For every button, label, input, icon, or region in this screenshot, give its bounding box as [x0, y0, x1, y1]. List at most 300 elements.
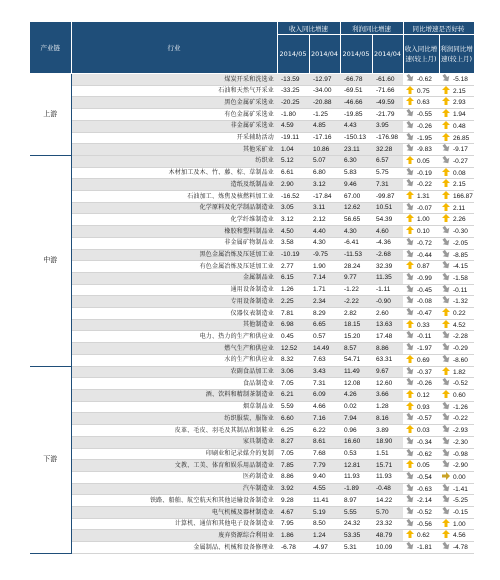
revenue-change-value: -2.14 [417, 497, 432, 505]
profit-growth-may: -1.22 [340, 284, 372, 296]
revenue-trend-down-icon [406, 238, 414, 246]
profit-growth-may: 9.46 [340, 179, 372, 191]
profit-trend-down-icon [442, 460, 450, 468]
profit-change-value: 1.82 [453, 368, 466, 376]
revenue-change-value: -1.97 [417, 345, 432, 353]
profit-change-cell [439, 144, 474, 156]
revenue-growth-apr: 9.40 [309, 471, 340, 483]
revenue-change-value: 0.62 [417, 532, 430, 540]
profit-growth-apr: 5.70 [372, 507, 403, 519]
revenue-growth-may: 6.60 [277, 413, 309, 425]
profit-growth-apr: -99.87 [372, 191, 403, 203]
revenue-trend-down-icon [406, 109, 414, 117]
table-row [30, 261, 474, 273]
header-profit-apr: 2014/04 [372, 35, 403, 74]
profit-trend-down-icon [442, 296, 450, 304]
header-industry: 行业 [71, 22, 277, 74]
profit-growth-apr: 11.35 [372, 272, 403, 284]
profit-change-value: 2.26 [453, 216, 466, 224]
industry-name: 开采辅助活动 [71, 132, 277, 144]
segment-label: 下游 [30, 366, 71, 553]
revenue-growth-may: 2.90 [277, 179, 309, 191]
revenue-change-cell [403, 261, 439, 273]
revenue-trend-down-icon [406, 413, 414, 421]
profit-trend-down-icon [442, 285, 450, 293]
profit-change-value: -8.85 [453, 251, 468, 259]
revenue-growth-may: 2.77 [277, 261, 309, 273]
profit-growth-may: 0.53 [340, 448, 372, 460]
profit-growth-apr: 18.90 [372, 436, 403, 448]
table-row [30, 109, 474, 121]
revenue-change-cell [403, 249, 439, 261]
profit-change-cell [439, 179, 474, 191]
profit-change-value: 166.87 [453, 193, 473, 201]
profit-trend-up-icon [442, 86, 450, 94]
revenue-trend-down-icon [406, 133, 414, 141]
revenue-change-value: 0.10 [417, 228, 430, 236]
table-row [30, 413, 474, 425]
profit-trend-up-icon [442, 109, 450, 117]
profit-change-cell [439, 448, 474, 460]
profit-change-cell [439, 226, 474, 238]
profit-change-cell [439, 202, 474, 214]
profit-change-value: -0.27 [453, 157, 468, 165]
profit-change-cell [439, 413, 474, 425]
table-row [30, 191, 474, 203]
profit-change-cell [439, 331, 474, 343]
table-row [30, 226, 474, 238]
profit-change-cell [439, 354, 474, 366]
profit-change-cell [439, 343, 474, 355]
profit-change-cell [439, 507, 474, 519]
profit-growth-apr: 14.22 [372, 495, 403, 507]
table-row [30, 272, 474, 284]
revenue-change-value: -0.72 [417, 239, 432, 247]
profit-growth-may: 9.77 [340, 272, 372, 284]
revenue-change-value: 1.00 [417, 216, 430, 224]
profit-growth-may: 15.20 [340, 331, 372, 343]
segment-label: 上游 [30, 74, 71, 156]
header-improve-profit: 利润同比增速(较上月) [439, 35, 474, 74]
revenue-growth-may: 3.12 [277, 214, 309, 226]
profit-trend-down-icon [442, 250, 450, 258]
profit-growth-apr: -49.59 [372, 97, 403, 109]
profit-change-cell [439, 74, 474, 86]
header-improve-revenue: 收入同比增速(较上月) [403, 35, 439, 74]
revenue-change-cell [403, 132, 439, 144]
profit-growth-may: 28.24 [340, 261, 372, 273]
profit-trend-up-icon [442, 121, 450, 129]
revenue-trend-up-icon [406, 530, 414, 538]
revenue-growth-apr: -12.97 [309, 74, 340, 86]
profit-growth-apr: 13.63 [372, 319, 403, 331]
revenue-trend-up-icon [406, 226, 414, 234]
profit-trend-flat-icon [442, 472, 450, 480]
profit-change-value: 0.00 [453, 473, 466, 481]
profit-change-cell [439, 378, 474, 390]
revenue-trend-down-icon [406, 472, 414, 480]
profit-trend-down-icon [442, 437, 450, 445]
industry-name: 木材加工及木、竹、藤、棕、草制品业 [71, 167, 277, 179]
revenue-trend-up-icon [406, 355, 414, 363]
profit-change-cell [439, 483, 474, 495]
revenue-growth-apr: 11.41 [309, 495, 340, 507]
table-row [30, 179, 474, 191]
revenue-change-cell [403, 436, 439, 448]
revenue-growth-may: 5.59 [277, 401, 309, 413]
profit-change-value: 2.15 [453, 87, 466, 95]
profit-growth-may: 4.43 [340, 120, 372, 132]
profit-change-cell [439, 155, 474, 167]
revenue-growth-may: 8.32 [277, 354, 309, 366]
industry-name: 煤炭开采和洗选业 [71, 74, 277, 86]
profit-change-cell [439, 97, 474, 109]
table-row [30, 483, 474, 495]
profit-change-value: -0.30 [453, 228, 468, 236]
profit-trend-down-icon [442, 449, 450, 457]
revenue-change-value: -0.44 [417, 251, 432, 259]
profit-change-cell [439, 495, 474, 507]
revenue-trend-up-icon [406, 425, 414, 433]
profit-growth-apr: 15.71 [372, 460, 403, 472]
revenue-change-cell [403, 296, 439, 308]
revenue-change-value: -0.07 [417, 204, 432, 212]
revenue-change-cell [403, 366, 439, 378]
revenue-trend-down-icon [406, 331, 414, 339]
revenue-change-value: 0.33 [417, 321, 430, 329]
profit-change-cell [439, 272, 474, 284]
revenue-change-value: 0.75 [417, 87, 430, 95]
profit-trend-down-icon [442, 156, 450, 164]
profit-growth-may: 4.26 [340, 389, 372, 401]
profit-growth-apr: 9.67 [372, 366, 403, 378]
industry-name: 橡胶和塑料制品业 [71, 226, 277, 238]
profit-change-cell [439, 425, 474, 437]
profit-trend-up-icon [442, 168, 450, 176]
industry-name: 专用设备制造业 [71, 296, 277, 308]
revenue-change-cell [403, 191, 439, 203]
revenue-trend-down-icon [406, 378, 414, 386]
revenue-trend-up-icon [406, 97, 414, 105]
revenue-trend-down-icon [406, 542, 414, 550]
revenue-change-cell [403, 97, 439, 109]
profit-trend-down-icon [442, 378, 450, 386]
revenue-change-value: -1.81 [417, 544, 432, 552]
revenue-change-cell [403, 167, 439, 179]
industry-name: 化学原料及化学制品制造业 [71, 202, 277, 214]
profit-growth-may: 11.93 [340, 471, 372, 483]
profit-trend-down-icon [442, 355, 450, 363]
table-row [30, 354, 474, 366]
revenue-change-value: 0.63 [417, 99, 430, 107]
revenue-change-value: -0.57 [417, 415, 432, 423]
revenue-trend-down-icon [406, 250, 414, 258]
profit-change-cell [439, 132, 474, 144]
revenue-growth-may: 6.61 [277, 167, 309, 179]
revenue-trend-up-icon [406, 156, 414, 164]
profit-change-value: -5.25 [453, 497, 468, 505]
profit-growth-apr: -176.98 [372, 132, 403, 144]
profit-change-value: 2.11 [453, 204, 466, 212]
industry-name: 电气机械及器材制造业 [71, 507, 277, 519]
revenue-trend-down-icon [406, 449, 414, 457]
profit-growth-may: 8.97 [340, 495, 372, 507]
revenue-change-cell [403, 354, 439, 366]
profit-change-cell [439, 319, 474, 331]
table-row [30, 518, 474, 530]
industry-name: 燃气生产和供应业 [71, 343, 277, 355]
profit-trend-down-icon [442, 343, 450, 351]
profit-change-cell [439, 460, 474, 472]
revenue-change-value: -0.11 [417, 333, 432, 341]
profit-change-value: -0.29 [453, 345, 468, 353]
table-row [30, 378, 474, 390]
revenue-trend-down-icon [406, 285, 414, 293]
revenue-growth-may: 3.06 [277, 366, 309, 378]
industry-name: 酒、饮料和精制茶制造业 [71, 389, 277, 401]
industry-name: 金属制品业 [71, 272, 277, 284]
profit-growth-apr: 48.79 [372, 530, 403, 542]
revenue-trend-down-icon [406, 308, 414, 316]
revenue-growth-may: 12.52 [277, 343, 309, 355]
table-row [30, 343, 474, 355]
profit-growth-apr: 11.93 [372, 471, 403, 483]
table-row [30, 425, 474, 437]
revenue-change-cell [403, 413, 439, 425]
profit-growth-apr: 8.86 [372, 343, 403, 355]
industry-name: 黑色金属冶炼及压延加工业 [71, 249, 277, 261]
revenue-change-cell [403, 542, 439, 554]
profit-growth-apr: -4.36 [372, 237, 403, 249]
revenue-growth-apr: 7.14 [309, 272, 340, 284]
profit-change-value: -4.78 [453, 544, 468, 552]
revenue-growth-may: 7.81 [277, 308, 309, 320]
revenue-change-value: -0.45 [417, 286, 432, 294]
revenue-growth-apr: 6.80 [309, 167, 340, 179]
industry-name: 造纸及纸制品业 [71, 179, 277, 191]
revenue-growth-may: 6.21 [277, 389, 309, 401]
revenue-growth-apr: 7.16 [309, 413, 340, 425]
revenue-growth-may: -20.25 [277, 97, 309, 109]
revenue-change-value: 0.03 [417, 427, 430, 435]
revenue-growth-apr: 0.57 [309, 331, 340, 343]
profit-change-cell [439, 366, 474, 378]
revenue-change-cell [403, 401, 439, 413]
profit-trend-down-icon [442, 425, 450, 433]
revenue-change-cell [403, 109, 439, 121]
profit-change-value: 0.60 [453, 391, 466, 399]
profit-change-cell [439, 109, 474, 121]
revenue-growth-apr: 7.31 [309, 378, 340, 390]
revenue-change-value: -0.62 [417, 76, 432, 83]
revenue-change-value: -1.95 [417, 134, 432, 142]
profit-growth-apr: 17.48 [372, 331, 403, 343]
table-row [30, 155, 474, 167]
table-row [30, 448, 474, 460]
profit-growth-may: 12.08 [340, 378, 372, 390]
profit-growth-may: 56.65 [340, 214, 372, 226]
revenue-change-value: -0.26 [417, 122, 432, 130]
revenue-growth-apr: 6.09 [309, 389, 340, 401]
revenue-change-value: 0.05 [417, 462, 430, 470]
profit-growth-may: 5.83 [340, 167, 372, 179]
revenue-change-cell [403, 448, 439, 460]
revenue-growth-apr: 8.50 [309, 518, 340, 530]
industry-name: 农副食品加工业 [71, 366, 277, 378]
profit-trend-down-icon [442, 507, 450, 515]
revenue-growth-may: 7.05 [277, 378, 309, 390]
profit-growth-may: 11.49 [340, 366, 372, 378]
revenue-change-cell [403, 272, 439, 284]
profit-trend-down-icon [442, 226, 450, 234]
revenue-growth-apr: 8.61 [309, 436, 340, 448]
revenue-growth-may: -33.25 [277, 85, 309, 97]
profit-trend-up-icon [442, 308, 450, 316]
revenue-change-value: 0.05 [417, 157, 430, 165]
profit-change-value: -2.28 [453, 333, 468, 341]
revenue-growth-may: 4.59 [277, 120, 309, 132]
revenue-growth-may: 6.25 [277, 425, 309, 437]
industry-name: 文教、工美、体育和娱乐用品制造业 [71, 460, 277, 472]
profit-growth-apr: 32.28 [372, 144, 403, 156]
revenue-change-cell [403, 74, 439, 86]
revenue-change-cell [403, 507, 439, 519]
revenue-change-cell [403, 179, 439, 191]
profit-change-value: -9.17 [453, 146, 468, 154]
revenue-change-cell [403, 343, 439, 355]
profit-growth-apr: -0.90 [372, 296, 403, 308]
revenue-growth-apr: -20.88 [309, 97, 340, 109]
profit-change-value: -1.26 [453, 403, 468, 411]
industry-name: 化学纤维制造业 [71, 214, 277, 226]
table-row [30, 331, 474, 343]
revenue-trend-up-icon [406, 460, 414, 468]
table-row [30, 214, 474, 226]
revenue-trend-down-icon [406, 343, 414, 351]
revenue-trend-up-icon [406, 320, 414, 328]
revenue-change-value: -0.37 [417, 368, 432, 376]
revenue-growth-may: 1.26 [277, 284, 309, 296]
industry-name: 非金属矿采选业 [71, 120, 277, 132]
profit-change-value: -0.98 [453, 450, 468, 458]
revenue-growth-may: 8.86 [277, 471, 309, 483]
profit-growth-apr: 3.89 [372, 425, 403, 437]
header-profit-may: 2014/05 [340, 35, 372, 74]
profit-change-value: -0.11 [453, 286, 468, 294]
industry-name: 计算机、通信和其他电子设备制造业 [71, 518, 277, 530]
profit-growth-may: -1.89 [340, 483, 372, 495]
profit-change-cell [439, 308, 474, 320]
revenue-trend-down-icon [406, 519, 414, 527]
table-row [30, 167, 474, 179]
table-row [30, 249, 474, 261]
table-row [30, 436, 474, 448]
profit-trend-up-icon [442, 214, 450, 222]
profit-trend-down-icon [442, 261, 450, 269]
revenue-growth-may: 6.98 [277, 319, 309, 331]
revenue-growth-apr: 3.11 [309, 202, 340, 214]
profit-growth-may: -2.22 [340, 296, 372, 308]
profit-change-value: 1.94 [453, 111, 466, 119]
revenue-growth-may: -19.11 [277, 132, 309, 144]
profit-trend-up-icon [442, 191, 450, 199]
industry-name: 铁路、船舶、航空航天和其他运输设备制造业 [71, 495, 277, 507]
revenue-trend-down-icon [406, 495, 414, 503]
profit-change-value: -1.58 [453, 274, 468, 282]
profit-change-cell [439, 296, 474, 308]
profit-change-value: -2.93 [453, 427, 468, 435]
revenue-growth-apr: 6.65 [309, 319, 340, 331]
revenue-growth-may: 7.95 [277, 518, 309, 530]
industry-name: 非金属矿物制品业 [71, 237, 277, 249]
industry-name: 通用设备制造业 [71, 284, 277, 296]
revenue-growth-may: 0.45 [277, 331, 309, 343]
segment-label: 中游 [30, 155, 71, 366]
revenue-growth-apr: 4.66 [309, 401, 340, 413]
revenue-trend-down-icon [406, 144, 414, 152]
revenue-change-value: -0.19 [417, 169, 432, 177]
profit-trend-up-icon [442, 390, 450, 398]
industry-name: 其他采矿业 [71, 144, 277, 156]
profit-growth-may: 4.30 [340, 226, 372, 238]
profit-growth-may: 0.02 [340, 401, 372, 413]
profit-change-cell [439, 85, 474, 97]
profit-growth-apr: 1.51 [372, 448, 403, 460]
profit-change-cell [439, 120, 474, 132]
profit-trend-up-icon [442, 179, 450, 187]
revenue-change-cell [403, 85, 439, 97]
header-revenue-may: 2014/05 [277, 35, 309, 74]
industry-name: 其他制造业 [71, 319, 277, 331]
profit-growth-may: 18.15 [340, 319, 372, 331]
revenue-change-value: -0.08 [417, 298, 432, 306]
profit-growth-may: 5.55 [340, 507, 372, 519]
revenue-trend-up-icon [406, 261, 414, 269]
revenue-change-cell [403, 214, 439, 226]
revenue-change-value: 0.87 [417, 263, 430, 271]
header-segment: 产业链 [30, 22, 71, 74]
revenue-growth-apr: 7.68 [309, 448, 340, 460]
profit-change-value: 0.08 [453, 169, 466, 177]
profit-trend-down-icon [442, 273, 450, 281]
profit-change-value: -1.32 [453, 298, 468, 306]
industry-name: 废弃资源综合利用业 [71, 530, 277, 542]
profit-change-cell [439, 237, 474, 249]
revenue-change-cell [403, 495, 439, 507]
profit-trend-up-icon [442, 320, 450, 328]
industry-name: 纺织服装、服饰业 [71, 413, 277, 425]
profit-growth-apr: -21.79 [372, 109, 403, 121]
profit-change-cell [439, 249, 474, 261]
profit-growth-apr: 2.60 [372, 308, 403, 320]
revenue-change-value: -0.34 [417, 438, 432, 446]
industry-name: 有色金属矿采选业 [71, 109, 277, 121]
industry-name: 仪器仪表制造业 [71, 308, 277, 320]
profit-change-value: -0.52 [453, 380, 468, 388]
revenue-change-value: -0.56 [417, 520, 432, 528]
revenue-growth-may: -1.80 [277, 109, 309, 121]
revenue-growth-apr: 4.55 [309, 483, 340, 495]
table-row [30, 308, 474, 320]
table-row [30, 542, 474, 554]
profit-growth-may: -69.51 [340, 85, 372, 97]
industry-name: 石油和天然气开采业 [71, 85, 277, 97]
table-body [30, 74, 474, 554]
profit-change-value: 1.00 [453, 520, 466, 528]
revenue-change-value: 0.93 [417, 403, 430, 411]
header-profit-group: 利润同比增速 [340, 22, 403, 35]
table-row [30, 401, 474, 413]
